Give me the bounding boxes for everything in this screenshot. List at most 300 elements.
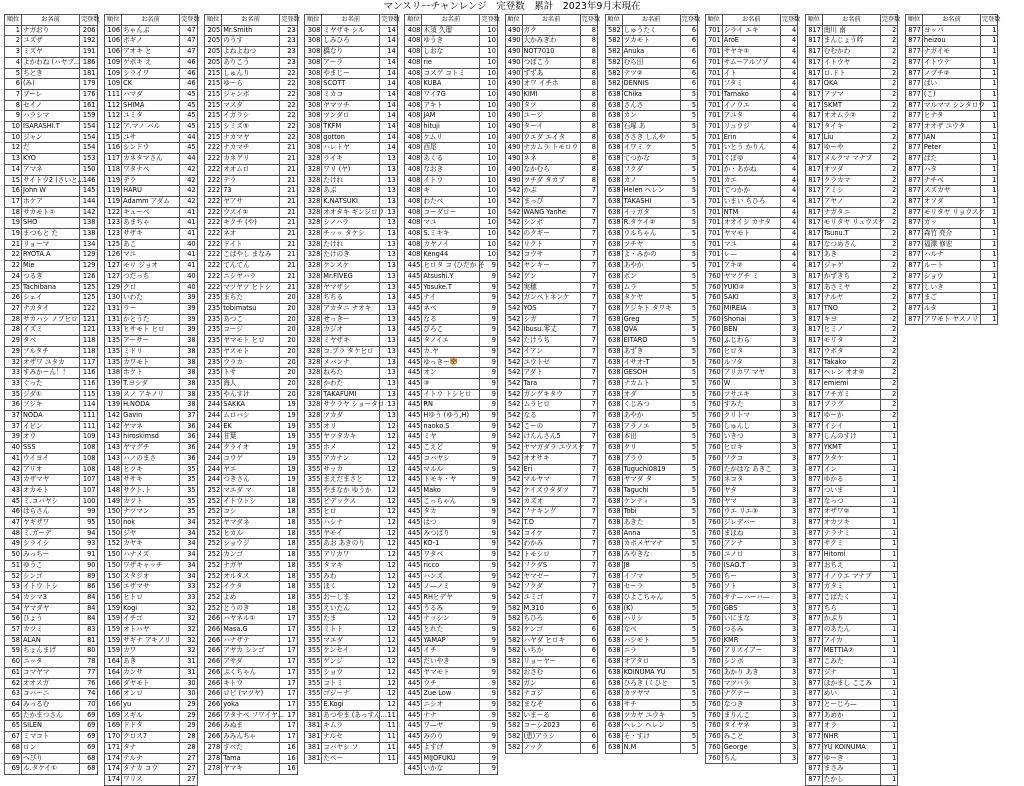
name-cell: なつめさん (822, 239, 880, 250)
count-cell: 3 (780, 560, 798, 571)
table-row (205, 271, 298, 282)
rank-cell: 490 (505, 79, 522, 90)
table-row (305, 250, 398, 261)
count-cell: 10 (480, 57, 498, 68)
rank-cell: 542 (505, 186, 522, 197)
rank-cell: 445 (405, 485, 422, 496)
name-cell: ブラウ (622, 453, 680, 464)
table-row (5, 186, 98, 197)
count-cell: 8 (580, 79, 598, 90)
rank-cell: 308 (305, 100, 322, 111)
table-row (505, 689, 598, 700)
count-cell: 17 (280, 625, 298, 636)
table-row (805, 68, 898, 79)
table-row (205, 239, 298, 250)
name-cell: ナナ (422, 710, 480, 721)
name-cell: ヘレン オオ② (822, 368, 880, 379)
rank-cell: 701 (705, 175, 722, 186)
name-cell: ヘレン ヘレン (622, 721, 680, 732)
count-cell: 3 (780, 400, 798, 411)
table-row (305, 721, 398, 732)
count-cell: 7 (580, 261, 598, 272)
rank-cell: 817 (805, 325, 822, 336)
name-cell: オラ (822, 721, 880, 732)
count-cell: 39 (180, 314, 198, 325)
name-cell: ウイヨイ (22, 453, 80, 464)
name-cell: DENNIS (622, 79, 680, 90)
count-cell: 16 (280, 764, 298, 775)
name-cell: おーしま (322, 592, 380, 603)
count-cell: 1 (880, 721, 898, 732)
count-cell: 9 (480, 432, 498, 443)
rank-cell: 42 (5, 464, 22, 475)
rank-cell: 877 (805, 721, 822, 732)
table-row (605, 346, 698, 357)
rank-cell: 760 (705, 582, 722, 593)
name-cell: ノ—ノミ (422, 582, 480, 593)
table-row (305, 196, 398, 207)
table-row (605, 507, 698, 518)
count-cell: 108 (80, 443, 98, 454)
rank-cell: 542 (505, 475, 522, 486)
rank-cell: 266 (205, 635, 222, 646)
name-cell: キムラ (322, 721, 380, 732)
count-cell: 33 (180, 592, 198, 603)
rank-cell: 701 (705, 36, 722, 47)
table-row (305, 689, 398, 700)
rank-cell: 542 (505, 239, 522, 250)
table-row (805, 239, 898, 250)
name-cell: クタケ (822, 453, 880, 464)
count-cell: 9 (480, 764, 498, 775)
count-cell: 17 (280, 635, 298, 646)
rank-cell: 252 (205, 592, 222, 603)
count-cell: 35 (180, 496, 198, 507)
count-cell: 118 (80, 336, 98, 347)
count-cell: 9 (480, 303, 498, 314)
name-cell: tobimatsu (222, 303, 280, 314)
rank-cell: 355 (305, 560, 322, 571)
rank-cell: 109 (105, 79, 122, 90)
count-cell: 8 (580, 68, 598, 79)
name-cell: なかむら (522, 164, 580, 175)
table-row (605, 336, 698, 347)
ranking-tables (4, 14, 1022, 783)
count-cell: 1 (880, 539, 898, 550)
count-cell: 3 (780, 314, 798, 325)
rank-cell: 142 (105, 421, 122, 432)
name-cell: オカツキ (822, 518, 880, 529)
name-cell: ワリ (ヤ) (322, 164, 380, 175)
name-cell: フクコ (722, 453, 780, 464)
rank-cell: 817 (805, 314, 822, 325)
count-cell: 2 (880, 229, 898, 240)
table-row (405, 389, 498, 400)
name-cell: ロ.ドト (822, 68, 880, 79)
table-row (605, 528, 698, 539)
name-cell: イチゴ (122, 614, 180, 625)
name-cell: あやか (622, 411, 680, 422)
table-row (205, 411, 298, 422)
count-cell: 5 (680, 496, 698, 507)
name-cell: とーじろ— (822, 700, 880, 711)
name-header: お名前 (222, 15, 280, 26)
table-row (805, 411, 898, 422)
table-row (805, 36, 898, 47)
table-row (405, 453, 498, 464)
rank-cell: 542 (505, 528, 522, 539)
count-cell: 3 (780, 742, 798, 753)
name-cell: rie (422, 57, 480, 68)
rank-cell: 638 (605, 421, 622, 432)
count-cell: 34 (180, 560, 198, 571)
count-cell: 7 (580, 271, 598, 282)
name-cell: ゆーか (822, 411, 880, 422)
table-row (205, 475, 298, 486)
count-cell: 14 (380, 143, 398, 154)
table-row (605, 89, 698, 100)
rank-cell: 760 (705, 378, 722, 389)
name-cell: あかり あき (722, 667, 780, 678)
count-cell: 1 (880, 475, 898, 486)
name-cell: ツサユキ (722, 389, 780, 400)
table-row (305, 346, 398, 357)
rank-cell: 127 (105, 271, 122, 282)
count-cell: 3 (780, 571, 798, 582)
name-cell: ちょんまげ (22, 646, 80, 657)
rank-cell: 638 (605, 271, 622, 282)
table-row (205, 421, 298, 432)
rank-cell: 328 (305, 229, 322, 240)
count-cell: 10 (480, 111, 498, 122)
table-row (105, 250, 198, 261)
table-row (205, 36, 298, 47)
table-row (505, 239, 598, 250)
table-row (605, 625, 698, 636)
name-cell: のクギー (522, 229, 580, 240)
rank-cell: 222 (205, 154, 222, 165)
count-cell: 36 (180, 453, 198, 464)
count-cell: 17 (280, 646, 298, 657)
rank-cell: 278 (205, 742, 222, 753)
table-row (705, 550, 798, 561)
count-cell: 20 (280, 389, 298, 400)
count-cell: 9 (480, 453, 498, 464)
name-cell: ナガタニ (822, 207, 880, 218)
rank-cell: 112 (105, 122, 122, 133)
table-row (405, 603, 498, 614)
table-row (205, 560, 298, 571)
count-cell: 5 (680, 164, 698, 175)
name-cell: OKA (822, 79, 880, 90)
count-cell: 3 (780, 389, 798, 400)
name-cell: ハヤダ ヒロキ (522, 635, 580, 646)
name-cell: Mie (22, 261, 80, 272)
rank-cell: 445 (405, 325, 422, 336)
count-cell: 21 (280, 250, 298, 261)
table-row (305, 625, 398, 636)
table-row (105, 271, 198, 282)
rank-cell: 638 (605, 635, 622, 646)
rank-cell: 148 (105, 464, 122, 475)
table-row (205, 79, 298, 90)
name-cell: へぴり (22, 753, 80, 764)
name-cell: ヒロタ (722, 346, 780, 357)
rank-cell: 817 (805, 143, 822, 154)
table-row (805, 89, 898, 100)
count-cell: 5 (680, 389, 698, 400)
count-cell: 9 (480, 378, 498, 389)
rank-cell: 638 (605, 710, 622, 721)
table-row (505, 528, 598, 539)
rank-cell: 445 (405, 625, 422, 636)
rank-cell: 445 (405, 400, 422, 411)
table-row (505, 143, 598, 154)
rank-cell: 542 (505, 314, 522, 325)
table-row (605, 732, 698, 743)
count-cell: 9 (480, 646, 498, 657)
name-cell: ショウ (922, 271, 980, 282)
name-cell: あき (822, 250, 880, 261)
name-cell: イサオ-T (622, 357, 680, 368)
name-cell: しゅんり (222, 68, 280, 79)
table-row (5, 635, 98, 646)
count-cell: 7 (580, 186, 598, 197)
name-cell: HARU (122, 186, 180, 197)
rank-cell: 381 (305, 732, 322, 743)
count-cell: 13 (380, 314, 398, 325)
rank-cell: 174 (105, 753, 122, 764)
count-cell: 6 (580, 635, 598, 646)
name-cell: ワタナベ フワイヤ... (222, 710, 280, 721)
count-cell: 118 (80, 346, 98, 357)
name-cell: MIREIA (722, 303, 780, 314)
rank-cell: 490 (505, 111, 522, 122)
rank-cell: 542 (505, 539, 522, 550)
count-cell: 5 (680, 196, 698, 207)
rank-cell: 355 (305, 464, 322, 475)
rank-cell: 69 (5, 764, 22, 775)
count-cell: 5 (680, 100, 698, 111)
count-cell: 10 (480, 25, 498, 36)
table-row (205, 753, 298, 764)
count-cell: 129 (80, 250, 98, 261)
count-cell: 12 (380, 625, 398, 636)
table-row (305, 700, 398, 711)
table-row (705, 346, 798, 357)
rank-cell: 701 (705, 154, 722, 165)
table-row (305, 560, 398, 571)
count-cell: 10 (480, 122, 498, 133)
name-cell: アキ② (722, 261, 780, 272)
name-cell: あぶ (322, 186, 380, 197)
name-cell: Taguchi (622, 485, 680, 496)
table-row (505, 614, 598, 625)
rank-cell: 877 (805, 507, 822, 518)
name-cell: フクダ (622, 164, 680, 175)
name-cell: ちん (722, 753, 780, 764)
table-row (105, 700, 198, 711)
name-cell: マユ (122, 250, 180, 261)
count-cell: 1 (880, 764, 898, 775)
count-cell: 144 (80, 196, 98, 207)
rank-cell: 5 (5, 68, 22, 79)
table-row (305, 378, 398, 389)
rank-cell: 877 (905, 79, 922, 90)
table-row (705, 432, 798, 443)
name-cell: イト (722, 68, 780, 79)
rank-cell: 27 (5, 303, 22, 314)
count-cell: 116 (80, 368, 98, 379)
rank-cell: 215 (205, 100, 222, 111)
count-cell: 5 (680, 700, 698, 711)
table-row (405, 689, 498, 700)
table-row (105, 475, 198, 486)
rank-cell: 817 (805, 357, 822, 368)
count-cell: 3 (780, 507, 798, 518)
rank-cell: 174 (105, 774, 122, 785)
count-cell: 19 (280, 411, 298, 422)
rank-cell: 542 (505, 378, 522, 389)
rank-cell: 215 (205, 89, 222, 100)
name-cell: モリタ (822, 336, 880, 347)
table-header-row (905, 15, 998, 26)
table-row (105, 592, 198, 603)
rank-cell: 877 (805, 443, 822, 454)
table-row (905, 261, 998, 272)
rank-header: 順位 (905, 15, 922, 26)
name-cell: メルクマ マナブ (822, 154, 880, 165)
rank-cell: 445 (405, 732, 422, 743)
count-cell: 38 (180, 336, 198, 347)
rank-cell: 760 (705, 325, 722, 336)
name-cell: カヤノイ (422, 239, 480, 250)
table-row (805, 657, 898, 668)
count-cell: 21 (280, 175, 298, 186)
table-row (5, 336, 98, 347)
count-cell: 1 (880, 432, 898, 443)
name-cell: アリオ (22, 464, 80, 475)
name-cell: しんのすけ (822, 432, 880, 443)
count-cell: 3 (780, 689, 798, 700)
count-cell: 13 (380, 411, 398, 422)
table-row (705, 646, 798, 657)
name-cell: ワタベ (422, 550, 480, 561)
table-row (405, 550, 498, 561)
count-cell: 5 (680, 742, 698, 753)
rank-cell: 760 (705, 753, 722, 764)
name-cell: カツヤマ (622, 689, 680, 700)
name-cell: おちえ (822, 560, 880, 571)
count-cell: 179 (80, 79, 98, 90)
name-cell: ユミゴ (522, 592, 580, 603)
rank-cell: 582 (505, 700, 522, 711)
count-cell: 3 (780, 700, 798, 711)
rank-cell: 355 (305, 571, 322, 582)
name-cell: ありこう (222, 57, 280, 68)
name-cell: W (722, 378, 780, 389)
name-cell: Hitomi (822, 550, 880, 561)
count-cell: 2 (880, 400, 898, 411)
name-cell: Hゆう (ゆう,H) (422, 411, 480, 422)
table-row (105, 346, 198, 357)
table-row (205, 368, 298, 379)
count-cell: 18 (280, 507, 298, 518)
table-row (5, 475, 98, 486)
count-cell: 8 (580, 164, 598, 175)
count-cell: 10 (480, 79, 498, 90)
rank-cell: 445 (405, 657, 422, 668)
count-cell: 5 (680, 678, 698, 689)
table-row (505, 721, 598, 732)
table-row (705, 336, 798, 347)
count-cell: 9 (480, 732, 498, 743)
rank-cell: 408 (405, 79, 422, 90)
count-cell: 31 (180, 657, 198, 668)
count-cell: 2 (880, 293, 898, 304)
count-cell: 3 (780, 753, 798, 764)
table-row (205, 496, 298, 507)
table-row (705, 528, 798, 539)
rank-cell: 701 (705, 47, 722, 58)
name-cell: ハレトヤ (322, 143, 380, 154)
rank-cell: 150 (105, 507, 122, 518)
count-cell: 34 (180, 571, 198, 582)
rank-cell: 116 (105, 143, 122, 154)
count-cell: 4 (780, 250, 798, 261)
count-cell: 5 (680, 154, 698, 165)
rank-cell: 252 (205, 603, 222, 614)
rank-cell: 355 (305, 657, 322, 668)
rank-cell: 29 (5, 336, 22, 347)
name-cell: カズオ (522, 496, 580, 507)
rank-cell: 381 (305, 742, 322, 753)
count-cell: 11 (380, 732, 398, 743)
name-cell: Gavin (122, 411, 180, 422)
table-row (905, 68, 998, 79)
rank-cell: 638 (605, 282, 622, 293)
name-cell: タイキ (822, 122, 880, 133)
rank-cell: 490 (505, 57, 522, 68)
table-row (505, 89, 598, 100)
rank-cell: 252 (205, 560, 222, 571)
rank-cell: 760 (705, 539, 722, 550)
table-row (105, 678, 198, 689)
count-cell: 40 (180, 282, 198, 293)
table-row (705, 89, 798, 100)
table-row (305, 635, 398, 646)
rank-cell: 355 (305, 582, 322, 593)
name-cell: ほかまし ここみ (822, 678, 880, 689)
name-cell: RHヒデヤ (422, 592, 480, 603)
table-row (405, 282, 498, 293)
name-cell: イガラシ (222, 111, 280, 122)
rank-cell: 701 (705, 122, 722, 133)
table-row (705, 207, 798, 218)
table-row (605, 207, 698, 218)
table-row (305, 539, 398, 550)
rank-cell: 266 (205, 732, 222, 743)
name-cell: いちか (522, 646, 580, 657)
name-cell: ユサ (122, 132, 180, 143)
table-row (5, 100, 98, 111)
rank-cell: 701 (705, 25, 722, 36)
table-row (605, 496, 698, 507)
count-cell: 3 (780, 453, 798, 464)
name-cell: なる (422, 314, 480, 325)
count-cell: 38 (180, 378, 198, 389)
name-cell: まんじょう吟 (822, 36, 880, 47)
